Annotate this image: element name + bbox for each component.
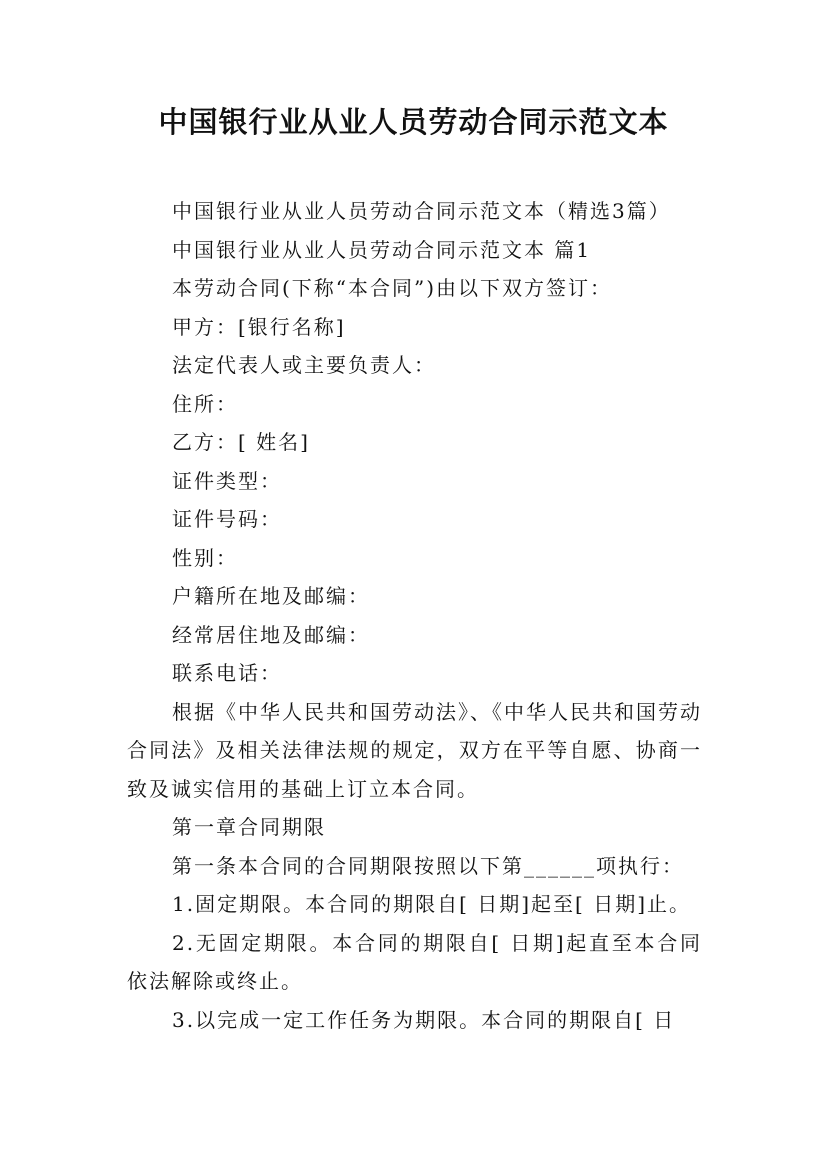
party-b-line: 乙方：[ 姓名] <box>172 430 310 454</box>
document-title: 中国银行业从业人员劳动合同示范文本 <box>158 105 669 139</box>
article-line: 第一条本合同的合同期限按照以下第______项执行： <box>172 853 684 878</box>
term-option-3: 3.以完成一定工作任务为期限。本合同的期限自[ 日 <box>172 1007 676 1032</box>
residence-line: 经常居住地及邮编： <box>172 622 370 647</box>
household-registration-line: 户籍所在地及邮编： <box>172 584 370 608</box>
section-heading: 中国银行业从业人员劳动合同示范文本 篇1 <box>172 237 592 262</box>
id-number-line: 证件号码： <box>172 507 282 531</box>
term-option-2: 2.无固定期限。本合同的期限自[ 日期]起直至本合同依法解除或终止。 <box>127 930 702 993</box>
document-body <box>127 192 702 1039</box>
legal-representative-line: 法定代表人或主要负责人： <box>172 353 436 377</box>
term-option-1: 1.固定期限。本合同的期限自[ 日期]起至[ 日期]止。 <box>172 892 692 916</box>
address-line: 住所： <box>172 391 238 416</box>
chapter-heading: 第一章合同期限 <box>172 815 326 839</box>
party-a-line: 甲方：[银行名称] <box>172 314 346 339</box>
legal-basis-paragraph: 根据《中华人民共和国劳动法》、《中华人民共和国劳动合同法》及相关法律法规的规定，双方在平等自愿、协商一致及诚实信用的基础上订立本合同。 <box>127 699 702 801</box>
subtitle-line: 中国银行业从业人员劳动合同示范文本（精选3篇） <box>172 199 671 223</box>
intro-line: 本劳动合同(下称“本合同”)由以下双方签订： <box>172 276 613 300</box>
id-type-line: 证件类型： <box>172 468 282 493</box>
gender-line: 性别： <box>172 545 238 570</box>
phone-line: 联系电话： <box>172 661 282 685</box>
